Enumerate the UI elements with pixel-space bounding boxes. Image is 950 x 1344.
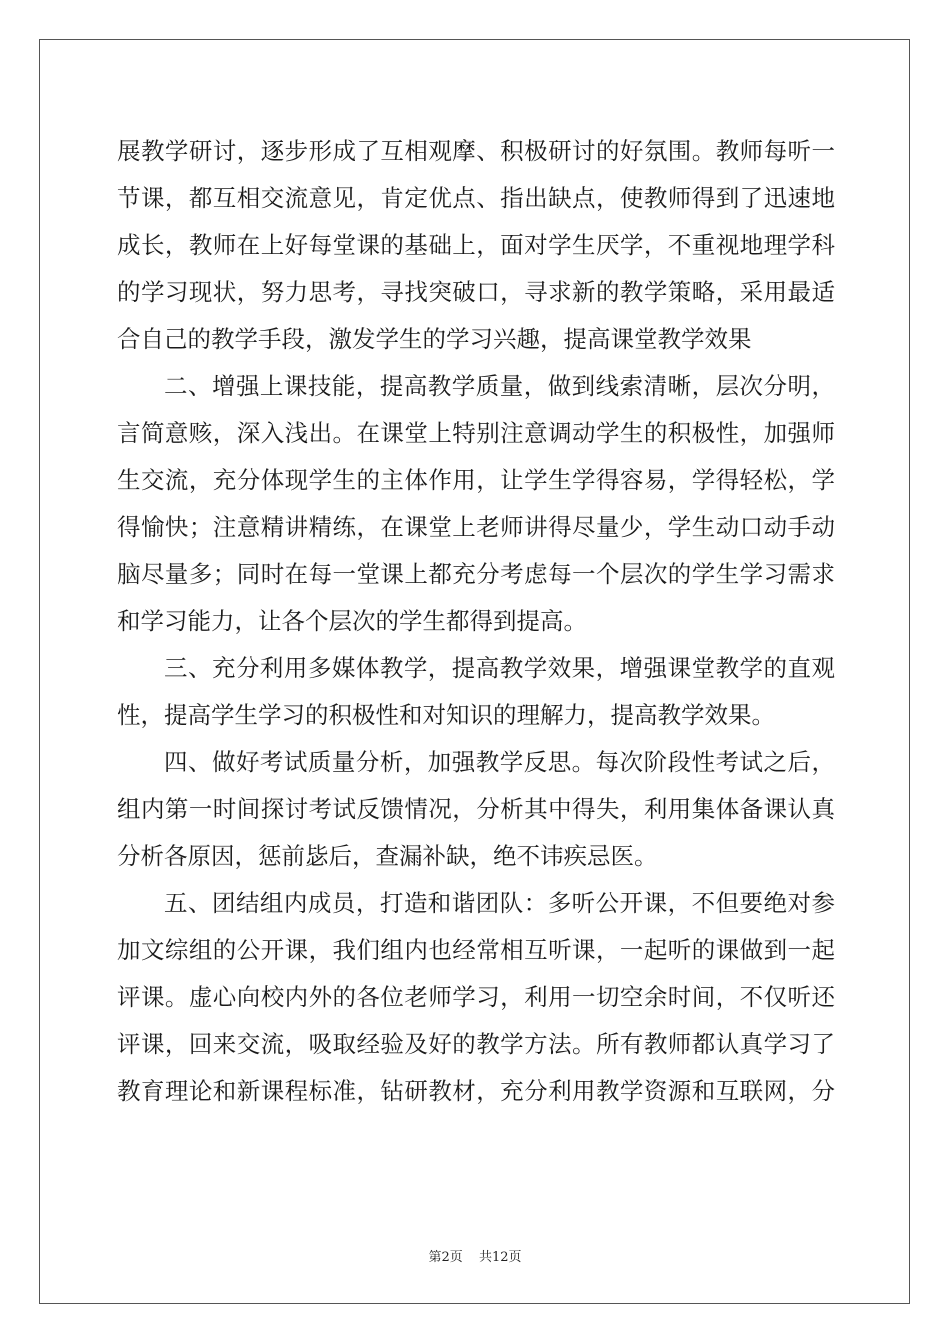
- text-line: 展教学研讨，逐步形成了互相观摩、积极研讨的好氛围。教师每听一: [117, 137, 835, 165]
- text-line: 得愉快；注意精讲精练，在课堂上老师讲得尽量少，学生动口动手动: [117, 513, 835, 541]
- text-line: 性，提高学生学习的积极性和对知识的理解力，提高教学效果。: [117, 701, 775, 729]
- text-line: 合自己的教学手段，激发学生的学习兴趣，提高课堂教学效果: [117, 325, 752, 353]
- text-line: 加文综组的公开课，我们组内也经常相互听课，一起听的课做到一起: [117, 936, 835, 964]
- text-line: 评课，回来交流，吸取经验及好的教学方法。所有教师都认真学习了: [117, 1030, 835, 1058]
- page-number: 第2页: [428, 1250, 463, 1265]
- text-line: 脑尽量多；同时在每一堂课上都充分考虑每一个层次的学生学习需求: [117, 560, 835, 588]
- text-line: 生交流，充分体现学生的主体作用，让学生学得容易，学得轻松，学: [117, 466, 835, 494]
- text-line: 分析各原因，惩前毖后，查漏补缺，绝不讳疾忌医。: [117, 842, 658, 870]
- text-line: 教育理论和新课程标准，钻研教材，充分利用教学资源和互联网，分: [117, 1077, 835, 1105]
- paragraph-first-line: 三、充分利用多媒体教学，提高教学效果，增强课堂教学的直观: [164, 654, 835, 682]
- text-line: 成长，教师在上好每堂课的基础上，面对学生厌学，不重视地理学科: [117, 231, 835, 259]
- document-body: [117, 128, 835, 1115]
- text-line: 和学习能力，让各个层次的学生都得到提高。: [117, 607, 587, 635]
- page-footer: [0, 1246, 950, 1265]
- paragraph-first-line: 四、做好考试质量分析，加强教学反思。每次阶段性考试之后，: [164, 748, 835, 776]
- page-total: 共12页: [478, 1250, 522, 1265]
- text-line: 评课。虚心向校内外的各位老师学习，利用一切空余时间，不仅听还: [117, 983, 835, 1011]
- text-line: 组内第一时间探讨考试反馈情况，分析其中得失，利用集体备课认真: [117, 795, 835, 823]
- text-line: 节课，都互相交流意见，肯定优点、指出缺点，使教师得到了迅速地: [117, 184, 835, 212]
- paragraph-first-line: 五、团结组内成员，打造和谐团队：多听公开课，不但要绝对参: [164, 889, 835, 917]
- paragraph-first-line: 二、增强上课技能，提高教学质量，做到线索清晰，层次分明，: [164, 372, 835, 400]
- text-line: 言简意赅，深入浅出。在课堂上特别注意调动学生的积极性，加强师: [117, 419, 835, 447]
- text-line: 的学习现状，努力思考，寻找突破口，寻求新的教学策略，采用最适: [117, 278, 835, 306]
